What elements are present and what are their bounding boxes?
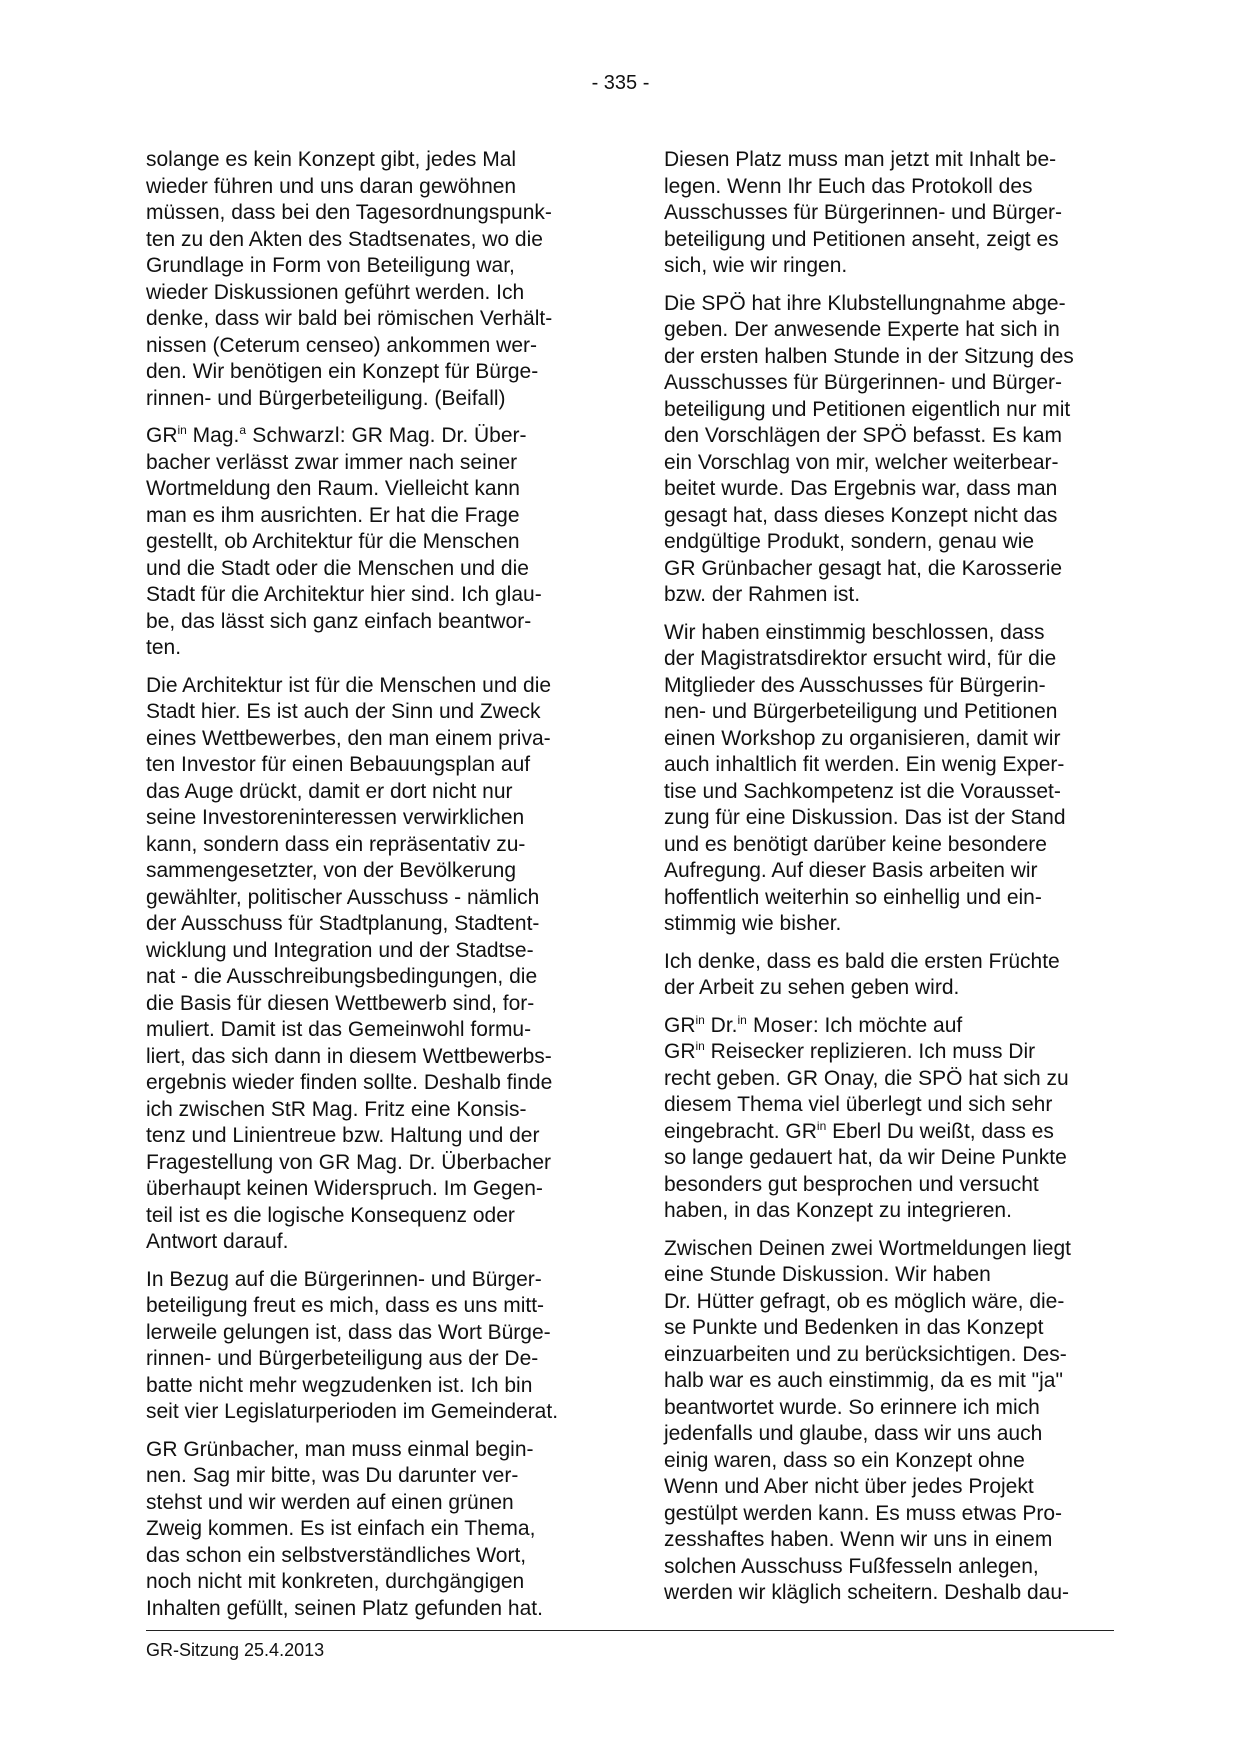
left-column: [146, 147, 596, 1633]
left-paragraph-1: solange es kein Konzept gibt, jedes Mal wieder führen und uns daran gewöhnen müssen, dass bei den Tagesordnungspunk- ten zu den Akten des Stadtsenates, wo die Grundlage in Form von Beteiligung war, wieder Diskussionen geführt werden. Ich denke, dass wir bald bei römischen Verhält- nissen (Ceterum censeo) ankommen wer- den. Wir benötigen ein Konzept für Bürge- rinnen- und Bürgerbeteiligung. (Beifall): [146, 148, 553, 410]
left-paragraph-3: Die Architektur ist für die Menschen und die Stadt hier. Es ist auch der Sinn und Zweck eines Wettbewerbes, den man einem priva- ten Investor für einen Bebauungsplan auf das Auge drückt, damit er dort nicht nur seine Investoreninteressen verwirklichen kann, sondern dass ein repräsentativ zu- sammengesetzter, von der Bevölkerung gewählter, politischer Ausschuss - nämlich der Ausschuss für Stadtplanung, Stadtent- wicklung und Integration und der Stadtse- nat - die Ausschreibungsbedingungen, die die Basis für diesen Wettbewerb sind, for- muliert. Damit ist das Gemeinwohl formu- liert, das sich dann in diesem Wettbewerbs- ergebnis wieder finden sollte. Deshalb finde ich zwischen StR Mag. Fritz eine Konsis- tenz und Linientreue bzw. Haltung und der Fragestellung von GR Mag. Dr. Überbacher überhaupt keinen Widerspruch. Im Gegen- teil ist es die logische Konsequenz oder Antwort darauf.: [146, 673, 553, 1253]
page-number: - 335 -: [591, 72, 650, 94]
footer-divider: [146, 1630, 1114, 1631]
right-paragraph-3: Wir haben einstimmig beschlossen, dass der Magistratsdirektor ersucht wird, für die Mitglieder des Ausschusses für Bürgerin- nen- und Bürgerbeteiligung und Petitionen einen Workshop zu organisieren, damit wir auch inhaltlich fit werden. Ein wenig Exper- tise und Sachkompetenz ist die Vorausset- zung für eine Diskussion. Das ist der Stand und es benötigt darüber keine besondere Aufregung. Auf dieser Basis arbeiten wir hoffentlich weiterhin so einhellig und ein- stimmig wie bisher.: [664, 620, 1066, 935]
right-paragraph-4: Ich denke, dass es bald die ersten Früchte der Arbeit zu sehen geben wird.: [664, 949, 1060, 999]
right-column: [664, 147, 1114, 1618]
left-paragraph-2: $GR^{in}$ Mag.$^a$ Schwarzl: GR Mag. Dr. Über- bacher verlässt zwar immer nach seiner Wortmeldung den Raum. Vielleicht kann man es ihm ausrichten. Er hat die Frage gestellt, ob Architektur für die Menschen und die Stadt oder die Menschen und die Stadt für die Architektur hier sind. Ich glau- be, das lässt sich ganz einfach beantwor- ten.: [146, 423, 542, 659]
right-paragraph-1: Diesen Platz muss man jetzt mit Inhalt be- legen. Wenn Ihr Euch das Protokoll des Ausschusses für Bürgerinnen- und Bürger- beteiligung und Petitionen anseht, zeigt es sich, wie wir ringen.: [664, 148, 1063, 277]
right-paragraph-5: $GR^{in}$ Dr.$^{in}$ Moser: Ich möchte auf $GR^{in}$ Reisecker replizieren. Ich muss Dir recht geben. GR Onay, die SPÖ hat sich zu diesem Thema viel überlegt und sich sehr eingebracht. $GR^{in}$ Eberl Du weißt, dass es so lange gedauert hat, da wir Deine Punkte besonders gut besprochen und versucht haben, in das Konzept zu integrieren.: [664, 1012, 1069, 1222]
footer-text: GR-Sitzung 25.4.2013: [146, 1640, 325, 1660]
left-paragraph-4: In Bezug auf die Bürgerinnen- und Bürger- beteiligung freut es mich, dass es uns mitt- lerweile gelungen ist, dass das Wort Bürge- rinnen- und Bürgerbeteiligung aus der De- batte nicht mehr wegzudenken ist. Ich bin seit vier Legislaturperioden im Gemeinderat.: [146, 1267, 559, 1423]
right-paragraph-6: Zwischen Deinen zwei Wortmeldungen liegt eine Stunde Diskussion. Wir haben Dr. Hütter gefragt, ob es möglich wäre, die- se Punkte und Bedenken in das Konzept einzuarbeiten und zu berücksichtigen. Des- halb war es auch einstimmig, da es mit "ja" beantwortet wurde. So erinnere ich mich jedenfalls und glaube, dass wir uns auch einig waren, dass so ein Konzept ohne Wenn und Aber nicht über jedes Projekt gestülpt werden kann. Es muss etwas Pro- zesshaftes haben. Wenn wir uns in einem solchen Ausschuss Fußfesseln anlegen, werden wir kläglich scheitern. Deshalb dau-: [664, 1236, 1071, 1604]
right-paragraph-2: Die SPÖ hat ihre Klubstellungnahme abge- geben. Der anwesende Experte hat sich in der ersten halben Stunde in der Sitzung des Ausschusses für Bürgerinnen- und Bürger- beteiligung und Petitionen eigentlich nur mit den Vorschlägen der SPÖ befasst. Es kam ein Vorschlag von mir, welcher weiterbear- beitet wurde. Das Ergebnis war, dass man gesagt hat, dass dieses Konzept nicht das endgültige Produkt, sondern, genau wie GR Grünbacher gesagt hat, die Karosserie bzw. der Rahmen ist.: [664, 291, 1074, 606]
speaker-name: Schwarzl: [246, 424, 340, 447]
speaker-name: Moser: [746, 1013, 813, 1037]
left-paragraph-5: GR Grünbacher, man muss einmal begin- nen. Sag mir bitte, was Du darunter ver- stehst und wir werden auf einen grünen Zweig kommen. Es ist einfach ein Thema, das schon ein selbstverständliches Wort, noch nicht mit konkreten, durchgängigen Inhalten gefüllt, seinen Platz gefunden hat.: [146, 1437, 543, 1620]
